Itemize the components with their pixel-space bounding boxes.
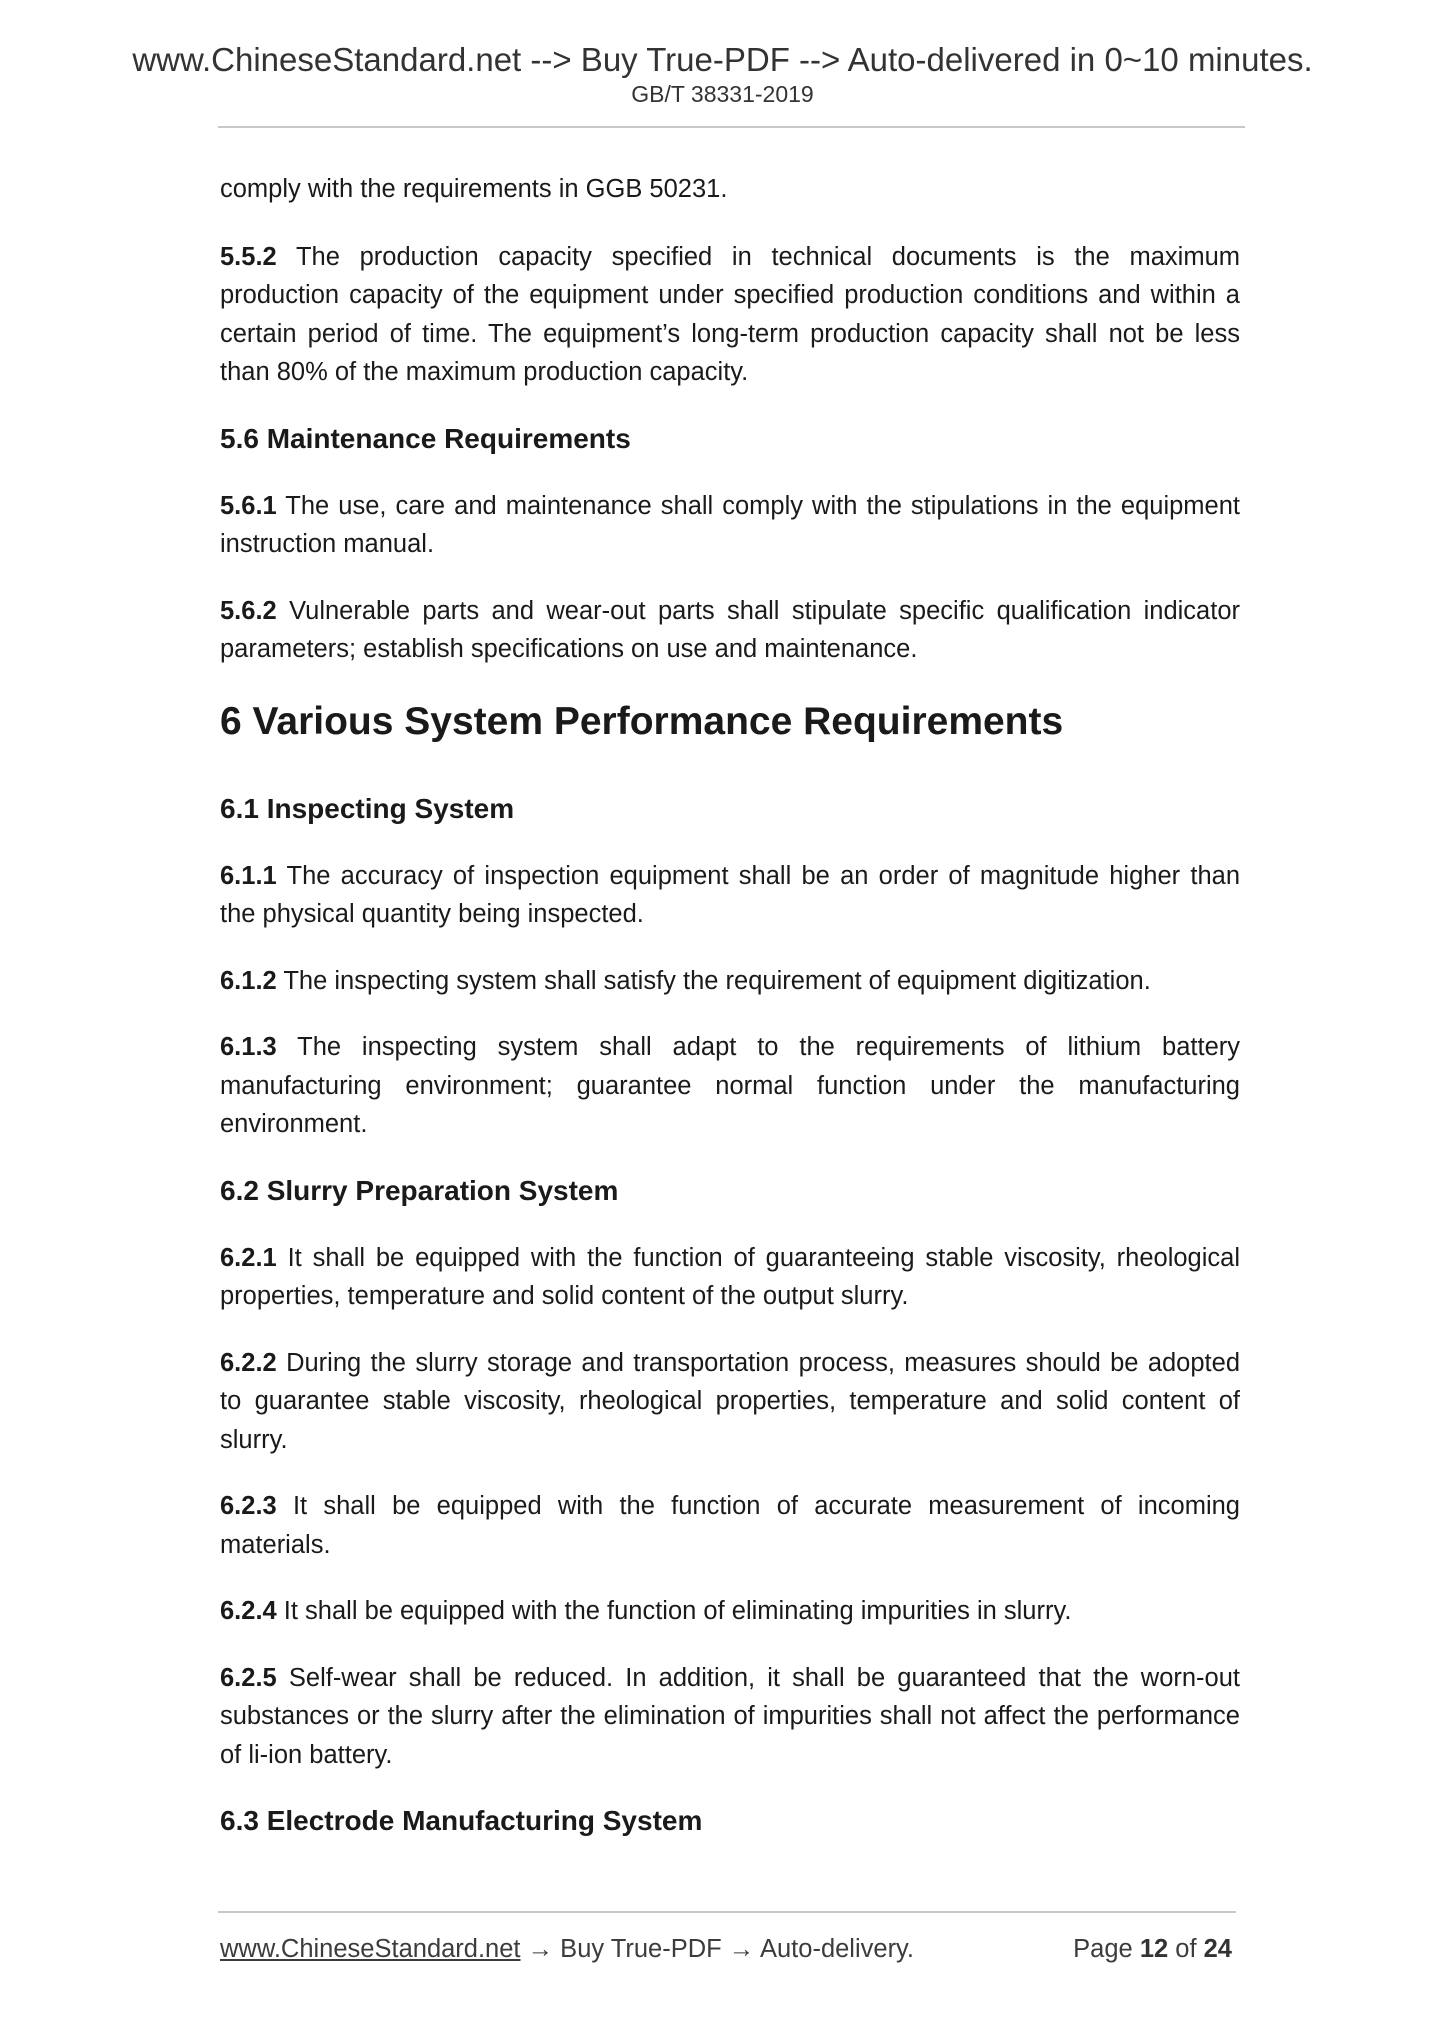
clause-5-6-2 — [220, 592, 1240, 669]
clause-6-2-5 — [220, 1659, 1240, 1775]
footer-divider — [218, 1911, 1236, 1913]
clause-text: The accuracy of inspection equipment shall be an order of magnitude higher than the physical quantity being inspected. — [220, 861, 1240, 928]
lead-paragraph: comply with the requirements in GGB 50231. — [220, 175, 728, 203]
page-content — [220, 170, 1240, 1869]
clause-number: 5.6.2 — [220, 596, 277, 625]
clause-number: 6.2.3 — [220, 1492, 277, 1520]
clause-text: It shall be equipped with the function of guaranteeing stable viscosity, rheological properties, temperature and solid content of the output slurry. — [220, 1243, 1240, 1310]
header-divider — [218, 126, 1245, 128]
of-word: of — [1168, 1935, 1204, 1963]
footer-left — [220, 1930, 914, 1968]
site-banner: www.ChineseStandard.net --> Buy True-PDF --> Auto-delivered in 0~10 minutes. — [132, 41, 1313, 78]
page-current: 12 — [1139, 1935, 1169, 1963]
heading-6-3: 6.3 Electrode Manufacturing System — [220, 1805, 703, 1836]
heading-6-2: 6.2 Slurry Preparation System — [220, 1174, 619, 1206]
clause-number: 5.6.1 — [220, 491, 277, 520]
clause-5-5-2 — [220, 238, 1240, 392]
clause-text: Vulnerable parts and wear-out parts shall stipulate specific qualification indicator parameters; establish specifications on use and maintenance. — [220, 596, 1240, 663]
page-counter — [1073, 1930, 1232, 1968]
heading-6-1: 6.1 Inspecting System — [220, 792, 515, 824]
clause-text: The inspecting system shall adapt to the requirements of lithium battery manufacturing environment; guarantee normal function under the manufacturing environment. — [220, 1033, 1240, 1138]
page-word: Page — [1073, 1935, 1140, 1963]
clause-6-1-3 — [220, 1028, 1240, 1144]
clause-5-6-1 — [220, 487, 1240, 564]
clause-number: 6.1.2 — [220, 966, 277, 995]
clause-6-1-1 — [220, 857, 1240, 934]
clause-number: 5.5.2 — [220, 242, 277, 271]
clause-number: 6.1.3 — [220, 1033, 277, 1061]
clause-number: 6.2.5 — [220, 1663, 277, 1692]
clause-6-2-4 — [220, 1592, 1240, 1631]
page-total: 24 — [1203, 1935, 1232, 1963]
clause-6-2-1 — [220, 1239, 1240, 1316]
standard-code: GB/T 38331-2019 — [631, 81, 814, 107]
clause-number: 6.2.4 — [220, 1597, 277, 1625]
page-footer — [220, 1930, 1232, 1968]
heading-6: 6 Various System Performance Requirements — [220, 699, 1064, 743]
footer-tagline: → Buy True-PDF → Auto-delivery. — [520, 1935, 914, 1963]
clause-text: Self-wear shall be reduced. In addition, it shall be guaranteed that the worn-out substances or the slurry after the elimination of impurities shall not affect the performance of li-ion battery. — [220, 1663, 1240, 1769]
clause-6-1-2 — [220, 962, 1240, 1001]
clause-text: It shall be equipped with the function of eliminating impurities in slurry. — [276, 1597, 1072, 1625]
clause-text: The inspecting system shall satisfy the requirement of equipment digitization. — [276, 966, 1151, 995]
clause-6-2-3 — [220, 1487, 1240, 1564]
clause-number: 6.1.1 — [220, 861, 277, 890]
heading-5-6: 5.6 Maintenance Requirements — [220, 422, 631, 454]
clause-number: 6.2.2 — [220, 1348, 277, 1377]
clause-number: 6.2.1 — [220, 1243, 277, 1272]
clause-text: During the slurry storage and transportation process, measures should be adopted to guarantee stable viscosity, rheological properties, temperature and solid content of slurry. — [220, 1348, 1240, 1454]
clause-6-2-2 — [220, 1344, 1240, 1460]
clause-text: The use, care and maintenance shall comply with the stipulations in the equipment instruction manual. — [220, 491, 1240, 558]
clause-text: It shall be equipped with the function of accurate measurement of incoming materials. — [220, 1492, 1240, 1559]
site-link[interactable]: www.ChineseStandard.net — [220, 1935, 521, 1963]
clause-text: The production capacity specified in technical documents is the maximum production capacity of the equipment under specified production conditions and within a certain period of time. The equipment’s long-term production capacity shall not be less than 80% of the maximum production capacity. — [220, 242, 1240, 386]
